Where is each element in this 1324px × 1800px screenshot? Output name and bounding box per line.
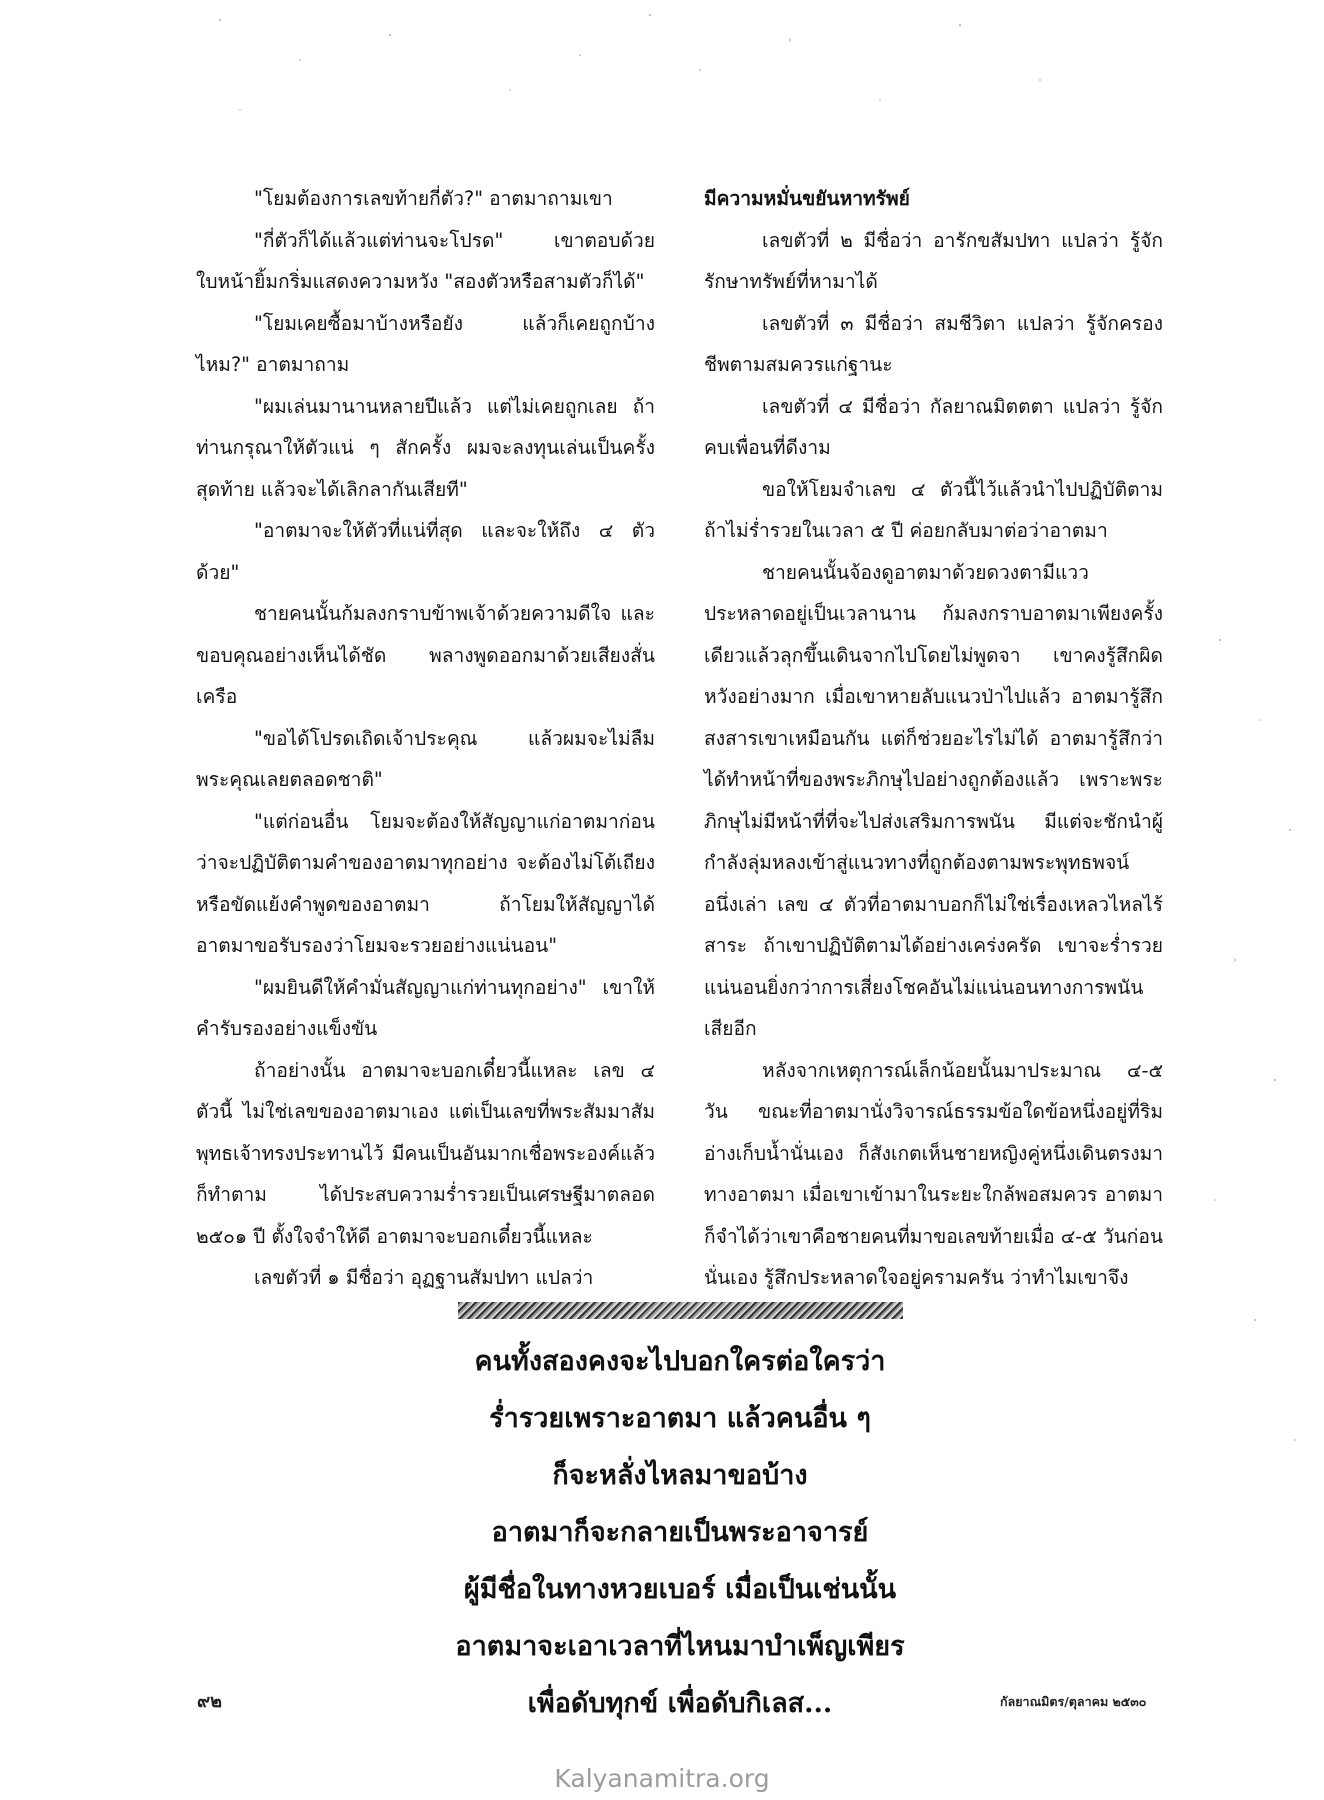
paragraph: หลังจากเหตุการณ์เล็กน้อยนั้นมาประมาณ ๔-๕ วัน ขณะที่อาตมานั่งวิจารณ์ธรรมข้อใดข้อหนึ่งอยู่ที่ริมอ่างเก็บน้ำนั่นเอง ก็สังเกตเห็นชายหญิงคู่หนึ่งเดินตรงมาทางอาตมา เมื่อเขาเข้ามาในระยะใกล้พอสมควร อาตมาก็จำได้ว่าเขาคือชายคนที่มาขอเลขท้ายเมื่อ ๔-๕ วันก่อนนั่นเอง รู้สึกประหลาดใจอยู่ครามครัน ว่าทำไมเขาจึง [704,1058,1163,1289]
watermark-text: Kalyanamitra.org [554,1764,770,1793]
pull-quote-line: ผู้มีชื่อในทางหวยเบอร์ เมื่อเป็นเช่นนั้น [463,1574,897,1605]
paragraph: "กี่ตัวก็ได้แล้วแต่ท่านจะโปรด" เขาตอบด้วยใบหน้ายิ้มกริ่มแสดงความหวัง "สองตัวหรือสามตัวก็ได้" [196,228,655,293]
pull-quote-line: อาตมาก็จะกลายเป็นพระอาจารย์ [491,1517,869,1548]
pull-quote-line: เพื่อดับทุกข์ เพื่อดับกิเลส... [527,1688,833,1719]
paragraph: ชายคนนั้นจ้องดูอาตมาด้วยดวงตามีแววประหลาดอยู่เป็นเวลานาน ก้มลงกราบอาตมาเพียงครั้งเดียวแล้วลุกขึ้นเดินจากไปโดยไม่พูดจา เขาคงรู้สึกผิดหวังอย่างมาก เมื่อเขาหายลับแนวป่าไปแล้ว อาตมารู้สึกสงสารเขาเหมือนกัน แต่ก็ช่วยอะไรไม่ได้ อาตมารู้สึกว่า ได้ทำหน้าที่ของพระภิกษุไปอย่างถูกต้องแล้ว เพราะพระภิกษุไม่มีหน้าที่ที่จะไปส่งเสริมการพนัน มีแต่จะชักนำผู้กำลังลุ่มหลงเข้าสู่แนวทางที่ถูกต้องตามพระพุทธพจน์ อนึ่งเล่า เลข ๔ ตัวที่อาตมาบอกก็ไม่ใช่เรื่องเหลวไหลไร้สาระ ถ้าเขาปฏิบัติตามได้อย่างเคร่งครัด เขาจะร่ำรวยแน่นอนยิ่งกว่าการเสี่ยงโชคอันไม่แน่นอนทางการพนันเสียอีก [704,560,1163,1040]
paragraph: เลขตัวที่ ๓ มีชื่อว่า สมชีวิตา แปลว่า รู้จักครองชีพตามสมควรแก่ฐานะ [704,311,1163,376]
running-footer: กัลยาณมิตร/ตุลาคม ๒๕๓๐ [1000,1694,1147,1709]
pull-quote-line: ก็จะหลั่งไหลมาขอบ้าง [552,1460,808,1491]
page-number: ๙๒ [197,1691,223,1712]
paragraph: เลขตัวที่ ๔ มีชื่อว่า กัลยาณมิตตตา แปลว่า รู้จักคบเพื่อนที่ดีงาม [704,394,1163,459]
paragraph: "ผมยินดีให้คำมั่นสัญญาแก่ท่านทุกอย่าง" เขาให้คำรับรองอย่างแข็งขัน [196,975,655,1040]
paragraph: "ผมเล่นมานานหลายปีแล้ว แต่ไม่เคยถูกเลย ถ้าท่านกรุณาให้ตัวแน่ ๆ สักครั้ง ผมจะลงทุนเล่นเป็นครั้งสุดท้าย แล้วจะได้เลิกลากันเสียที" [196,394,655,501]
paragraph: "โยมเคยซื้อมาบ้างหรือยัง แล้วก็เคยถูกบ้างไหม?" อาตมาถาม [196,311,655,376]
paragraph: ชายคนนั้นก้มลงกราบข้าพเจ้าด้วยความดีใจ และขอบคุณอย่างเห็นได้ชัด พลางพูดออกมาด้วยเสียงสั่นเครือ [196,602,655,708]
pull-quote [380,1333,980,1732]
pull-quote-line: ร่ำรวยเพราะอาตมา แล้วคนอื่น ๆ [489,1403,871,1434]
paragraph: "โยมต้องการเลขท้ายกี่ตัว?" อาตมาถามเขา [254,187,613,210]
scan-noise-top [180,0,1080,130]
pull-quote-line: อาตมาจะเอาเวลาที่ไหนมาบำเพ็ญเพียร [455,1631,905,1662]
pull-quote-line: คนทั้งสองคงจะไปบอกใครต่อใครว่า [474,1346,886,1377]
paragraph: เลขตัวที่ ๒ มีชื่อว่า อารักขสัมปทา แปลว่า รู้จักรักษาทรัพย์ที่หามาได้ [704,228,1163,293]
paragraph: ถ้าอย่างนั้น อาตมาจะบอกเดี๋ยวนี้แหละ เลข ๔ ตัวนี้ ไม่ใช่เลขของอาตมาเอง แต่เป็นเลขที่พระสัมมาสัมพุทธเจ้าทรงประทานไว้ มีคนเป็นอันมากเชื่อพระองค์แล้วก็ทำตาม ได้ประสบความร่ำรวยเป็นเศรษฐีมาตลอด ๒๕๐๑ ปี ตั้งใจจำให้ดี อาตมาจะบอกเดี๋ยวนี้แหละ [196,1058,655,1248]
paragraph: "แต่ก่อนอื่น โยมจะต้องให้สัญญาแก่อาตมาก่อนว่าจะปฏิบัติตามคำของอาตมาทุกอย่าง จะต้องไม่โต้เถียง หรือขัดแย้งคำพูดของอาตมา ถ้าโยมให้สัญญาได้ อาตมาขอรับรองว่าโยมจะรวยอย่างแน่นอน" [196,809,655,957]
scan-noise-right [1200,600,1310,1500]
paragraph: "ขอได้โปรดเถิดเจ้าประคุณ แล้วผมจะไม่ลืมพระคุณเลยตลอดชาติ" [196,726,655,791]
left-text-column [196,178,655,1299]
right-text-column [704,178,1163,1299]
paragraph: เลขตัวที่ ๑ มีชื่อว่า อุฏฐานสัมปทา แปลว่า [254,1266,594,1289]
paragraph: ขอให้โยมจำเลข ๔ ตัวนี้ไว้แล้วนำไปปฏิบัติตาม ถ้าไม่ร่ำรวยในเวลา ๕ ปี ค่อยกลับมาต่อว่าอาตมา [704,477,1163,542]
paragraph-continuation: มีความหมั่นขยันหาทรัพย์ [704,187,910,210]
paragraph: "อาตมาจะให้ตัวที่แน่ที่สุด และจะให้ถึง ๔ ตัวด้วย" [196,519,655,584]
pull-quote-divider [458,1302,903,1319]
